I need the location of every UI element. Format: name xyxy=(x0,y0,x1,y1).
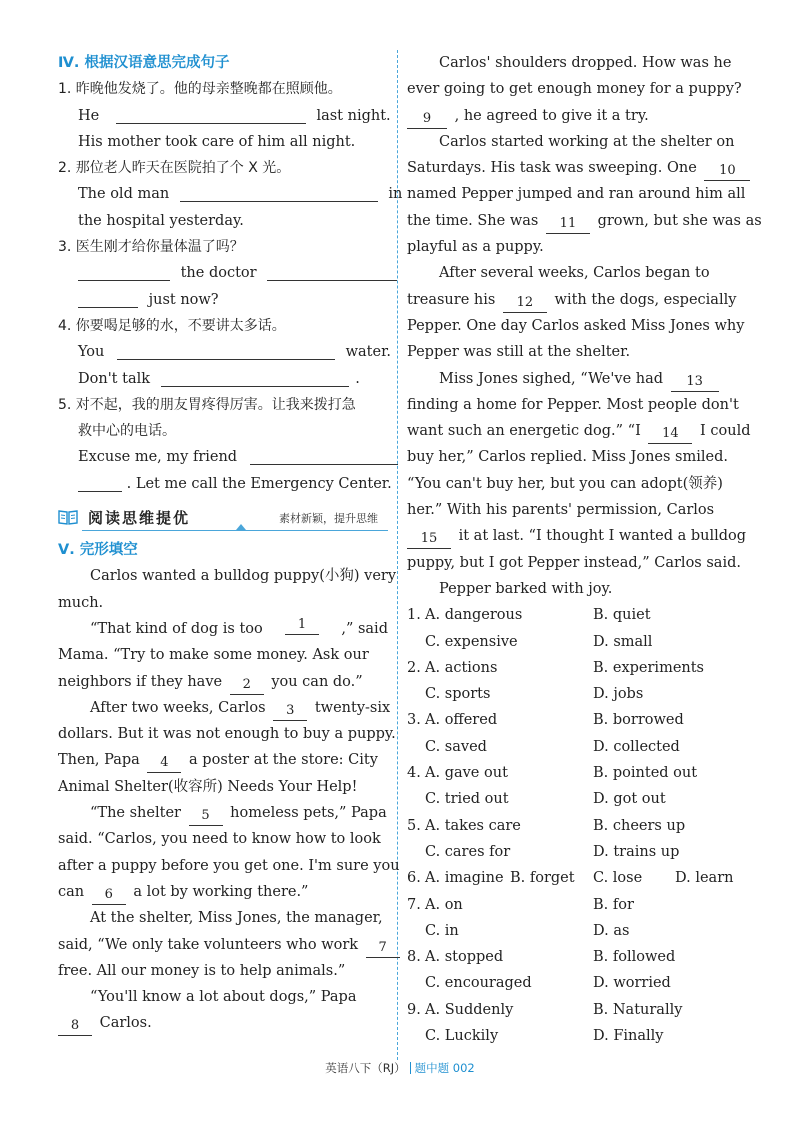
option-number: 9. xyxy=(407,1001,421,1018)
passage-line: buy her,” Carlos replied. Miss Jones smiled. xyxy=(407,449,728,466)
option-row xyxy=(407,734,735,760)
option-row xyxy=(407,681,735,707)
option-indent xyxy=(407,734,425,760)
q4-text-d: . xyxy=(355,370,360,387)
passage-line: Pepper barked with joy. xyxy=(439,580,613,597)
option-number: 6. xyxy=(407,870,421,887)
option-indent xyxy=(407,970,425,996)
option-number: 8. xyxy=(407,949,421,966)
passage-text: treasure his xyxy=(407,291,496,308)
passage-line xyxy=(58,616,388,642)
passage-line xyxy=(407,366,735,392)
passage-line: Carlos' shoulders dropped. How was he xyxy=(439,55,732,71)
option-indent xyxy=(407,839,425,865)
passage-line xyxy=(407,418,751,444)
option-a[interactable]: A. actions xyxy=(425,659,498,676)
q5-line2 xyxy=(58,471,392,497)
options-list xyxy=(407,602,735,1049)
cloze-blank-10[interactable]: 10 xyxy=(704,162,750,181)
passage-line xyxy=(407,155,735,181)
option-b[interactable]: B. for xyxy=(593,896,634,913)
passage-line: said. “Carlos, you need to know how to look xyxy=(58,831,381,848)
option-b[interactable]: B. quiet xyxy=(593,607,651,624)
option-c[interactable]: C. in xyxy=(425,922,459,939)
q4-text-b: water. xyxy=(345,344,392,361)
q3-line2 xyxy=(58,287,388,313)
passage-line: finding a home for Pepper. Most people don't xyxy=(407,396,739,413)
option-row xyxy=(407,1023,735,1049)
passage-line xyxy=(407,208,762,234)
cloze-blank-12[interactable]: 12 xyxy=(503,294,547,313)
q2-text-a: The old man xyxy=(78,186,170,203)
option-b[interactable]: B. experiments xyxy=(593,659,705,676)
passage-line: Carlos wanted a bulldog puppy(小狗) very xyxy=(90,568,397,585)
passage-text: a poster at the store: City xyxy=(189,752,378,769)
passage-text: neighbors if they have xyxy=(58,673,223,690)
passage-line: after a puppy before you get one. I'm sure you xyxy=(58,857,400,874)
option-row xyxy=(407,760,735,786)
q3-blank-1[interactable] xyxy=(78,264,170,281)
cloze-blank-13[interactable]: 13 xyxy=(671,373,719,392)
option-number: 7. xyxy=(407,896,421,913)
option-b[interactable]: B. Naturally xyxy=(593,1001,683,1018)
option-d[interactable]: D. got out xyxy=(593,791,666,808)
passage-text: Carlos. xyxy=(99,1015,152,1032)
passage-text: Saturdays. His task was sweeping. One xyxy=(407,160,697,177)
option-c[interactable]: C. encouraged xyxy=(425,975,532,992)
cloze-blank-5[interactable]: 5 xyxy=(189,807,223,826)
q1-blank-1[interactable] xyxy=(116,107,306,124)
option-d[interactable]: D. learn xyxy=(675,870,734,887)
passage-text: can xyxy=(58,883,85,900)
option-number: 5. xyxy=(407,817,421,834)
option-d[interactable]: D. Finally xyxy=(593,1027,664,1044)
option-indent xyxy=(407,918,425,944)
option-row xyxy=(407,892,735,918)
option-number: 1. xyxy=(407,607,421,624)
option-d[interactable]: D. jobs xyxy=(593,686,644,703)
passage-line: dollars. But it was not enough to buy a puppy. xyxy=(58,726,396,743)
cloze-blank-9[interactable]: 9 xyxy=(407,110,447,129)
passage-line: “You'll know a lot about dogs,” Papa xyxy=(90,989,357,1006)
passage-text: it at last. “I thought I wanted a bulldog xyxy=(458,528,747,545)
option-row xyxy=(407,970,735,996)
option-row xyxy=(407,602,735,628)
cloze-blank-8[interactable]: 8 xyxy=(58,1017,92,1036)
passage-line: Carlos started working at the shelter on xyxy=(439,133,735,150)
passage-text: ,” said xyxy=(341,620,388,637)
option-row xyxy=(407,997,735,1023)
option-number: 4. xyxy=(407,765,421,782)
banner-title: 阅读思维提优 xyxy=(88,509,191,528)
option-row xyxy=(407,786,735,812)
passage-line xyxy=(407,103,735,129)
banner-triangle xyxy=(236,524,246,530)
page-footer xyxy=(0,1060,800,1076)
q5-line1 xyxy=(58,444,388,470)
option-c[interactable]: C. saved xyxy=(425,738,487,755)
cloze-blank-6[interactable]: 6 xyxy=(92,886,126,905)
option-row xyxy=(407,707,735,733)
footer-separator xyxy=(410,1062,411,1074)
option-indent xyxy=(407,629,425,655)
left-column xyxy=(58,50,403,1037)
option-indent xyxy=(407,1023,425,1049)
passage-line: Pepper was still at the shelter. xyxy=(407,344,631,361)
option-b[interactable]: B. cheers up xyxy=(593,817,686,834)
option-d[interactable]: D. as xyxy=(593,922,630,939)
q2-text-b: in xyxy=(388,186,403,203)
passage-line: named Pepper jumped and ran around him all xyxy=(407,186,746,203)
right-column xyxy=(407,50,762,1049)
cloze-blank-1[interactable]: 1 xyxy=(285,616,319,635)
q4-chinese: 4. 你要喝足够的水，不要讲太多话。 xyxy=(58,317,286,334)
passage-line xyxy=(58,695,391,721)
q3-blank-2[interactable] xyxy=(267,264,397,281)
option-a[interactable]: A. imagine xyxy=(425,870,504,887)
passage-line xyxy=(58,800,388,826)
passage-text: After two weeks, Carlos xyxy=(90,699,266,716)
passage-text: , he agreed to give it a try. xyxy=(454,107,649,124)
passage-text: the time. She was xyxy=(407,212,539,229)
passage-line: her.” With his parents' permission, Carlos xyxy=(407,502,715,519)
cloze-blank-2[interactable]: 2 xyxy=(230,676,264,695)
q4-text-a: You xyxy=(78,344,105,361)
option-d[interactable]: D. small xyxy=(593,633,653,650)
reading-banner xyxy=(58,503,388,533)
option-d[interactable]: D. worried xyxy=(593,975,671,992)
cloze-blank-3[interactable]: 3 xyxy=(273,702,307,721)
q5-chinese-2: 救中心的电话。 xyxy=(78,423,176,440)
q5-blank-1[interactable] xyxy=(250,448,398,465)
option-row xyxy=(407,655,735,681)
footer-page-label: 题中题 002 xyxy=(414,1061,475,1075)
option-indent xyxy=(407,786,425,812)
q3-text-b: just now? xyxy=(148,291,219,308)
passage-text: Then, Papa xyxy=(58,752,140,769)
banner-subtitle: 素材新颖，提升思维 xyxy=(279,512,378,526)
q4-blank-1[interactable] xyxy=(117,343,335,360)
passage-line: much. xyxy=(58,594,104,611)
passage-text: said, “We only take volunteers who work xyxy=(58,936,359,953)
passage-line: free. All our money is to help animals.” xyxy=(58,962,346,979)
q3-blank-3[interactable] xyxy=(78,291,138,308)
q1-text-a: He xyxy=(78,107,100,124)
passage-line: puppy, but I got Pepper instead,” Carlos said. xyxy=(407,554,741,571)
passage-text: Miss Jones sighed, “We've had xyxy=(439,370,664,387)
book-icon xyxy=(58,509,78,525)
option-c[interactable]: C. cares for xyxy=(425,843,511,860)
passage-line: Pepper. One day Carlos asked Miss Jones why xyxy=(407,317,745,334)
cloze-blank-11[interactable]: 11 xyxy=(546,215,590,234)
q3-chinese: 3. 医生刚才给你量体温了吗？ xyxy=(58,239,244,256)
option-a[interactable]: A. stopped xyxy=(425,949,504,966)
passage-text: grown, but she was as xyxy=(597,212,762,229)
q2-line1 xyxy=(58,181,403,207)
option-b[interactable]: B. forget xyxy=(510,870,575,887)
option-a[interactable]: A. takes care xyxy=(425,817,521,834)
q3-text-a: the doctor xyxy=(180,265,257,282)
q5-text-b: . Let me call the Emergency Center. xyxy=(126,475,392,492)
passage-text: “The shelter xyxy=(90,805,181,822)
option-a[interactable]: A. gave out xyxy=(425,765,508,782)
banner-underline xyxy=(82,530,388,531)
q2-blank-1[interactable] xyxy=(180,185,378,202)
q5-chinese-1: 5. 对不起，我的朋友胃疼得厉害。让我来拨打急 xyxy=(58,396,356,413)
passage-line xyxy=(58,747,388,773)
q4-line2 xyxy=(58,366,388,392)
passage-line: ever going to get enough money for a puppy? xyxy=(407,81,742,98)
option-row xyxy=(407,629,735,655)
option-c[interactable]: C. expensive xyxy=(425,633,518,650)
option-b[interactable]: B. followed xyxy=(593,949,676,966)
option-number: 3. xyxy=(407,712,421,729)
option-a[interactable]: A. dangerous xyxy=(425,607,523,624)
option-c[interactable]: C. sports xyxy=(425,686,491,703)
passage-line: Animal Shelter(收容所) Needs Your Help! xyxy=(58,778,358,795)
section-5-title: Ⅴ. 完形填空 xyxy=(58,542,138,559)
option-row xyxy=(407,865,735,891)
q3-line1 xyxy=(58,260,388,286)
q4-text-c: Don't talk xyxy=(78,370,151,387)
passage-line xyxy=(407,287,735,313)
passage-line xyxy=(58,669,388,695)
q5-blank-2[interactable] xyxy=(78,475,122,492)
footer-book-title: 英语八下（RJ） xyxy=(325,1061,406,1075)
passage-line: “You can't buy her, but you can adopt(领养) xyxy=(407,475,723,492)
passage-text: want such an energetic dog.” “I xyxy=(407,423,641,440)
option-row xyxy=(407,944,735,970)
cloze-blank-14[interactable]: 14 xyxy=(648,425,692,444)
option-c[interactable]: C. tried out xyxy=(425,791,509,808)
q2-line2: the hospital yesterday. xyxy=(78,212,244,229)
option-row xyxy=(407,918,735,944)
passage-line: Mama. “Try to make some money. Ask our xyxy=(58,647,369,664)
option-a[interactable]: A. offered xyxy=(425,712,498,729)
passage-line: At the shelter, Miss Jones, the manager, xyxy=(90,910,383,927)
passage-text: you can do.” xyxy=(271,673,363,690)
passage-text: “That kind of dog is too xyxy=(90,620,263,637)
option-d[interactable]: D. collected xyxy=(593,738,680,755)
cloze-blank-7[interactable]: 7 xyxy=(366,939,400,958)
passage-line xyxy=(407,523,747,549)
q2-chinese: 2. 那位老人昨天在医院拍了个 X 光。 xyxy=(58,160,291,177)
passage-text: a lot by working there.” xyxy=(133,883,309,900)
option-row xyxy=(407,839,735,865)
q1-chinese: 1. 昨晚他发烧了。他的母亲整晚都在照顾他。 xyxy=(58,81,342,98)
passage-text: I could xyxy=(700,423,751,440)
option-indent xyxy=(407,681,425,707)
option-c[interactable]: C. lose xyxy=(593,870,643,887)
option-a[interactable]: A. Suddenly xyxy=(425,1001,514,1018)
option-a[interactable]: A. on xyxy=(425,896,463,913)
passage-text: homeless pets,” Papa xyxy=(230,805,387,822)
q5-text-a: Excuse me, my friend xyxy=(78,449,238,466)
cloze-blank-4[interactable]: 4 xyxy=(147,754,181,773)
option-b[interactable]: B. pointed out xyxy=(593,765,698,782)
cloze-blank-15[interactable]: 15 xyxy=(407,530,451,549)
passage-line xyxy=(58,1010,388,1036)
q1-line1 xyxy=(58,103,391,129)
option-d[interactable]: D. trains up xyxy=(593,843,680,860)
q4-blank-2[interactable] xyxy=(161,370,349,387)
option-c[interactable]: C. Luckily xyxy=(425,1027,499,1044)
passage-line: After several weeks, Carlos began to xyxy=(439,265,710,282)
option-number: 2. xyxy=(407,659,421,676)
q4-line1 xyxy=(58,339,392,365)
passage-line: playful as a puppy. xyxy=(407,239,544,256)
passage-line xyxy=(58,879,388,905)
section-4-title: Ⅳ. 根据汉语意思完成句子 xyxy=(58,55,230,71)
passage-text: twenty-six xyxy=(314,699,391,716)
option-b[interactable]: B. borrowed xyxy=(593,712,684,729)
q1-text-b: last night. xyxy=(316,107,391,124)
q1-line2: His mother took care of him all night. xyxy=(78,133,356,150)
option-row xyxy=(407,813,735,839)
passage-line xyxy=(58,932,388,958)
passage-text: with the dogs, especially xyxy=(554,291,737,308)
